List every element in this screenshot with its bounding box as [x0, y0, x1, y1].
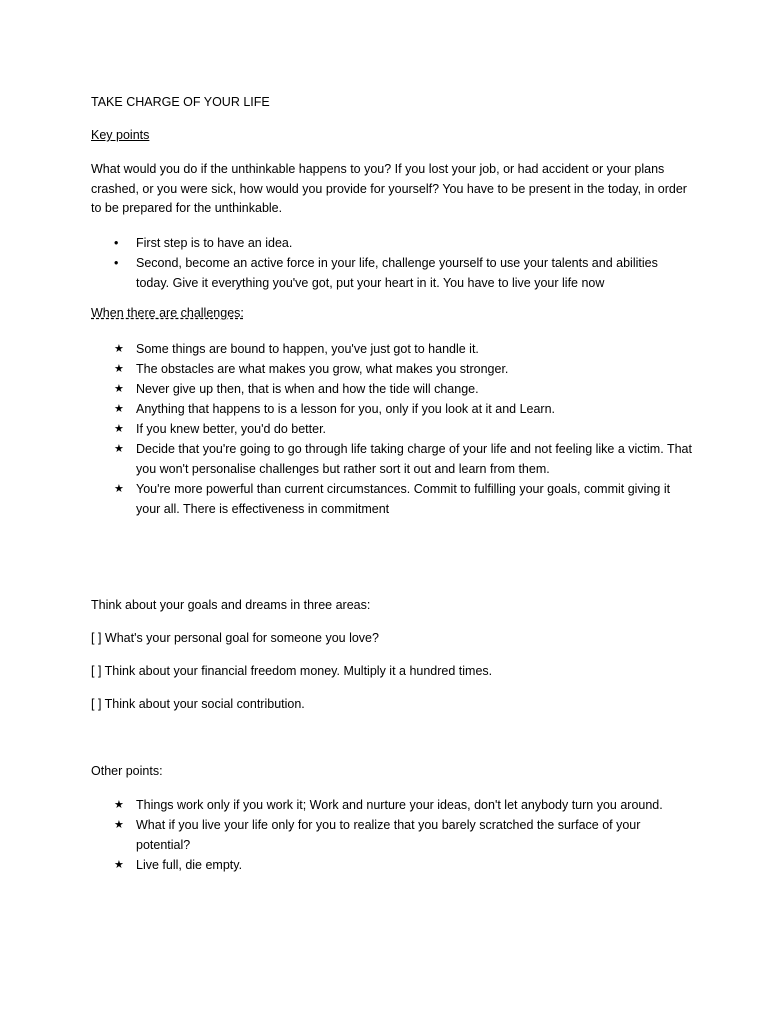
goal-item: [ ] What's your personal goal for someone you love? [91, 631, 379, 645]
bullet-list [114, 233, 694, 293]
challenge-text: If you knew better, you'd do better. [136, 422, 327, 436]
star-icon: ★ [114, 383, 124, 395]
bullet-item: • First step is to have an idea. [114, 233, 694, 253]
other-points-list [114, 795, 694, 875]
other-point-item [114, 815, 694, 855]
bullet-item: • Second, become an active force in your life, challenge yourself to use your talents and abilities today. Give it everything you've got, put your heart in it. You have to live your life now [114, 253, 694, 293]
star-icon: ★ [114, 403, 124, 415]
star-icon: ★ [114, 483, 124, 495]
other-point-text: Things work only if you work it; Work and nurture your ideas, don't let anybody turn you around. [136, 798, 663, 812]
star-icon: ★ [114, 343, 124, 355]
star-icon: ★ [114, 799, 124, 811]
challenge-item [114, 479, 694, 519]
goal-item: [ ] Think about your financial freedom money. Multiply it a hundred times. [91, 664, 493, 678]
challenge-item [114, 419, 694, 439]
challenge-text: Some things are bound to happen, you've just got to handle it. [136, 342, 479, 356]
challenge-item [114, 439, 694, 479]
challenge-text: The obstacles are what makes you grow, what makes you stronger. [136, 362, 509, 376]
goal-item: [ ] Think about your social contribution. [91, 697, 305, 711]
goals-heading: Think about your goals and dreams in three areas: [91, 598, 371, 612]
document-title: TAKE CHARGE OF YOUR LIFE [91, 95, 270, 109]
challenge-item [114, 359, 694, 379]
other-point-item [114, 855, 694, 875]
challenge-text: Decide that you're going to go through life taking charge of your life and not feeling like a victim. That you won't personalise challenges but rather sort it out and learn from them. [136, 442, 692, 476]
challenge-item [114, 399, 694, 419]
other-points-heading: Other points: [91, 764, 163, 778]
other-point-item [114, 795, 694, 815]
star-icon: ★ [114, 819, 124, 831]
challenge-text: You're more powerful than current circumstances. Commit to fulfilling your goals, commit giving it your all. There is effectiveness in commitment [136, 482, 671, 516]
challenges-heading: When there are challenges: [91, 306, 244, 320]
challenge-text: Never give up then, that is when and how the tide will change. [136, 382, 479, 396]
challenge-item [114, 379, 694, 399]
other-point-text: What if you live your life only for you to realize that you barely scratched the surface of your potential? [136, 818, 641, 852]
challenges-list [114, 339, 694, 519]
challenge-item [114, 339, 694, 359]
star-icon: ★ [114, 423, 124, 435]
challenge-text: Anything that happens to is a lesson for you, only if you look at it and Learn. [136, 402, 556, 416]
star-icon: ★ [114, 363, 124, 375]
star-icon: ★ [114, 859, 124, 871]
star-icon: ★ [114, 443, 124, 455]
intro-paragraph: What would you do if the unthinkable happens to you? If you lost your job, or had accident or your plans crashed, or you were sick, how would you provide for yourself? You have to be present in the today, in order to be prepared for the unthinkable. [91, 162, 687, 215]
key-points-heading: Key points [91, 128, 150, 142]
other-point-text: Live full, die empty. [136, 858, 243, 872]
